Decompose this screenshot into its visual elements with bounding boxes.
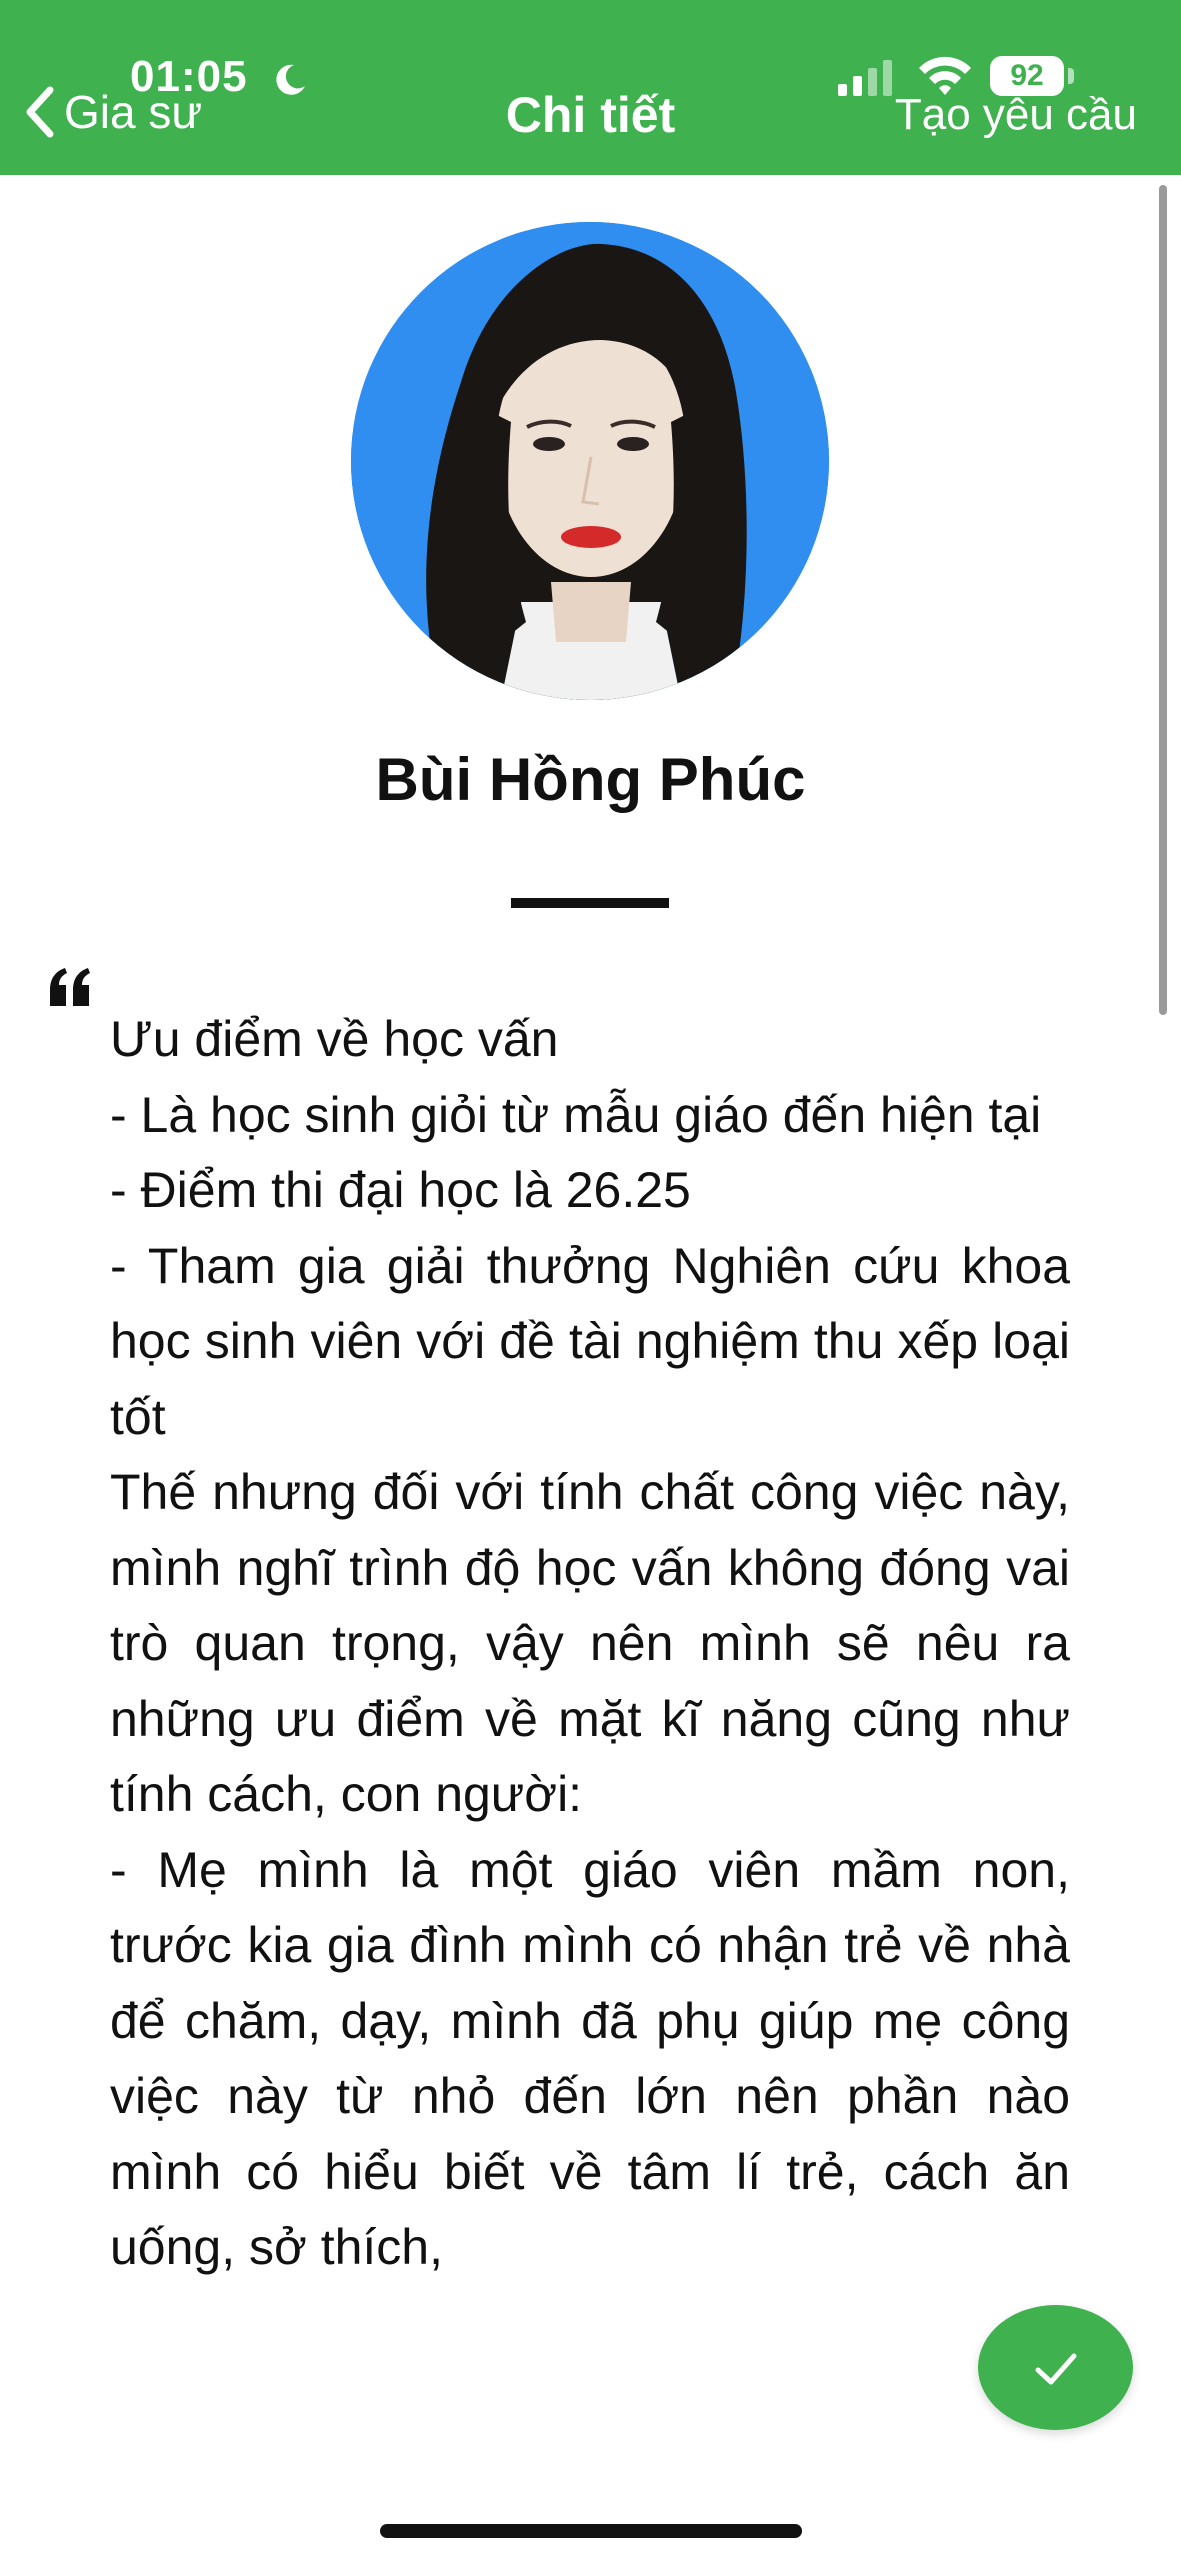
scrollbar[interactable] bbox=[1159, 185, 1167, 1015]
avatar bbox=[351, 222, 829, 700]
battery-level: 92 bbox=[1010, 59, 1044, 92]
app-header bbox=[0, 0, 1181, 175]
tutor-name: Bùi Hồng Phúc bbox=[375, 746, 806, 813]
divider bbox=[511, 898, 669, 908]
page-title: Chi tiết bbox=[505, 87, 676, 143]
avatar-photo bbox=[351, 222, 829, 700]
tutor-bio: Ưu điểm về học vấn - Là học sinh giỏi từ mẫu giáo đến hiện tại - Điểm thi đại học là 26.25 - Tham gia giải thưởng Nghiên cứu khoa học sinh viên với đề tài nghiệm thu xếp loại tốt Thế nhưng đối với tính chất công việc này, mình nghĩ trình độ học vấn không đóng vai trò quan trọng, vậy nên mình sẽ nêu ra những ưu điểm về mặt kĩ năng cũng như tính cách, con người: - Mẹ mình là một giáo viên mầm non, trước kia gia đình mình có nhận trẻ về nhà để chăm, dạy, mình đã phụ giúp mẹ công việc này từ nhỏ đến lớn nên phần nào mình có hiểu biết về tâm lí trẻ, cách ăn uống, sở thích, bbox=[110, 1011, 1070, 2275]
home-indicator[interactable] bbox=[380, 2524, 802, 2538]
checkmark-icon bbox=[1028, 2340, 1084, 2396]
quote-icon bbox=[46, 966, 94, 1008]
back-label: Gia sư bbox=[64, 86, 203, 138]
battery-nub bbox=[1068, 68, 1074, 84]
status-time: 01:05 bbox=[130, 52, 248, 101]
confirm-button[interactable] bbox=[978, 2305, 1133, 2430]
create-request-button[interactable]: Tạo yêu cầu bbox=[894, 90, 1137, 139]
